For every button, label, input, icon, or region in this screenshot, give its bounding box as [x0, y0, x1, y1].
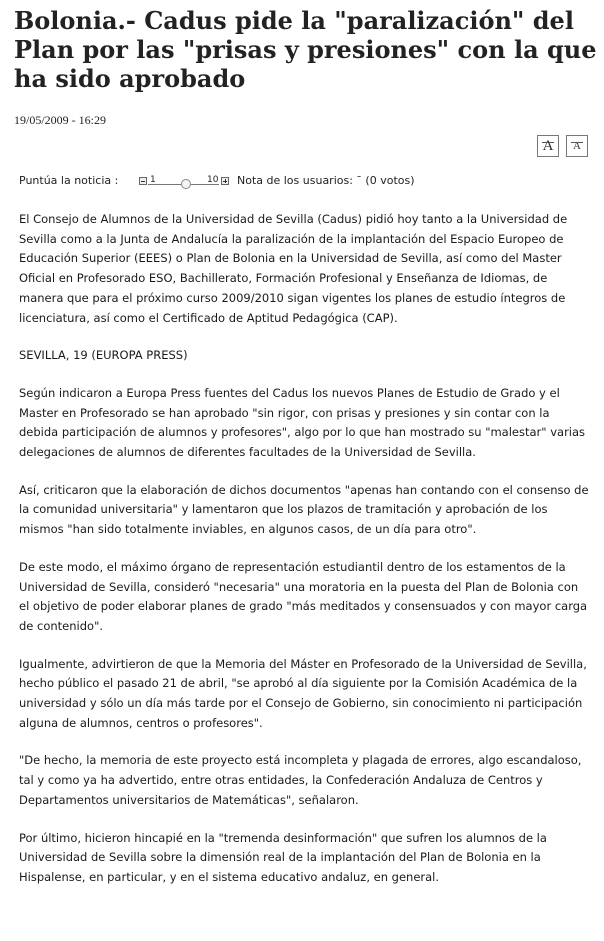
decrease-font-button[interactable]	[566, 135, 588, 157]
font-size-bar-icon	[571, 142, 583, 143]
increase-rating-button[interactable]	[221, 177, 229, 185]
increase-font-label: A	[542, 137, 554, 154]
rating-min-label: 1	[150, 175, 156, 185]
article-body	[19, 210, 589, 906]
article-paragraph: De este modo, el máximo órgano de representación estudiantil dentro de los estamentos de la Universidad de Sevilla, consideró "necesaria" una moratoria en la puesta del Plan de Bolonia con el objetivo de poder elaborar planes de grado "más meditados y consensuados y con mayor carga de contenido".	[19, 559, 588, 633]
font-size-bar-icon	[542, 142, 554, 143]
article-title: Bolonia.- Cadus pide la "paralización" del Plan por las "prisas y presiones" con la que ha sido aprobado	[14, 6, 597, 93]
increase-font-button[interactable]	[537, 135, 559, 157]
article-paragraph: Así, criticaron que la elaboración de dichos documentos "apenas han contando con el consenso de la comunidad universitaria" y lamentaron que los plazos de tramitación y aprobación de los mismos "han sido totalmente inviables, en algunos casos, de un día para otro".	[19, 482, 589, 537]
decrease-rating-button[interactable]	[139, 177, 147, 185]
article-paragraph: Por último, hicieron hincapié en la "tremenda desinformación" que sufren los alumnos de la Universidad de Sevilla sobre la dimensión real de la implantación del Plan de Bolonia en la Hispalense, en particular, y en el sistema educativo andaluz, en general.	[19, 830, 547, 884]
users-rating-text: Nota de los usuarios: ¯ (0 votos)	[237, 174, 415, 187]
rating-widget	[19, 172, 589, 192]
article-dateline: SEVILLA, 19 (EUROPA PRESS)	[19, 348, 188, 363]
rating-max-label: 10	[207, 175, 219, 185]
article-paragraph: Igualmente, advirtieron de que la Memoria del Máster en Profesorado de la Universidad de Sevilla, hecho público el pasado 21 de abril, "se aprobó al día siguiente por la Comisión Académica de la universidad y sólo un día más tarde por el Consejo de Gobierno, sin conocimiento ni participación alguna de alumnos, centros o profesores".	[19, 656, 587, 730]
article-paragraph: Según indicaron a Europa Press fuentes del Cadus los nuevos Planes de Estudio de Grado y el Master en Profesorado se han aprobado "sin rigor, con prisas y presiones y sin contar con la debida participación de alumnos y profesores", algo por lo que han mostrado su "malestar" varias delegaciones de alumnos de diferentes facultades de la Universidad de Sevilla.	[19, 385, 586, 460]
rating-label: Puntúa la noticia :	[19, 174, 119, 187]
article-paragraph: El Consejo de Alumnos de la Universidad de Sevilla (Cadus) pidió hoy tanto a la Universidad de Sevilla como a la Junta de Andalucía la paralización de la implantación del Espacio Europeo de Educación Superior (EEES) o Plan de Bolonia en la Universidad de Sevilla, así como del Master Oficial en Profesorado ESO, Bachillerato, Formación Profesional y Enseñanza de Idiomas, de manera que para el próximo curso 2009/2010 sigan vigentes los planes de estudio íntegros de licenciatura, así como el Certificado de Aptitud Pedagógica (CAP).	[19, 212, 568, 325]
rating-slider-thumb[interactable]	[181, 179, 191, 189]
article-date: 19/05/2009 - 16:29	[14, 113, 106, 127]
decrease-font-label: A	[573, 140, 581, 152]
article-paragraph: "De hecho, la memoria de este proyecto está incompleta y plagada de errores, algo escandaloso, tal y como ya ha advertido, entre otras entidades, la Confederación Andaluza de Centros y Departamentos universitarios de Matemáticas", señalaron.	[19, 753, 582, 807]
